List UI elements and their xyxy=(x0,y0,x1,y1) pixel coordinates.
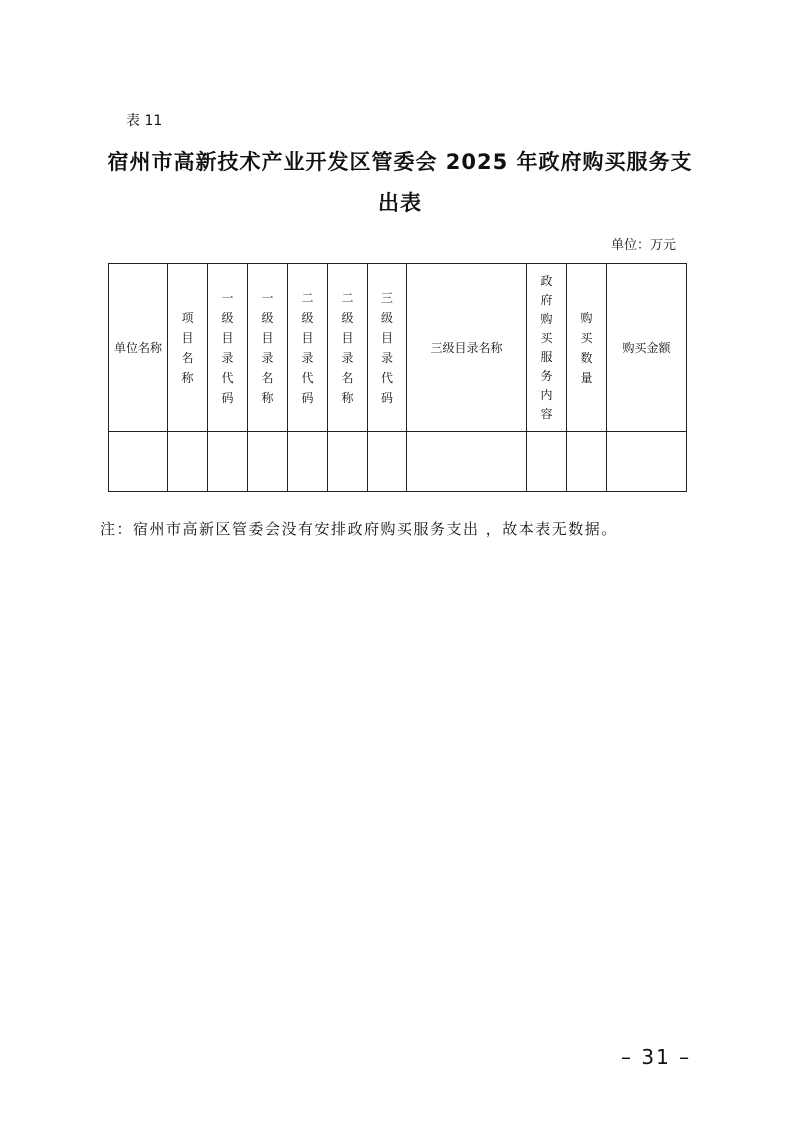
footnote: 注：宿州市高新区管委会没有安排政府购买服务支出 ，故本表无数据。 xyxy=(100,520,618,538)
table-cell xyxy=(109,432,168,492)
column-header-amount: 购买金额 xyxy=(607,264,687,432)
column-header-project-name: 项目名称 xyxy=(168,264,208,432)
page-title-line-2: 出表 xyxy=(378,191,422,215)
table-cell xyxy=(168,432,208,492)
column-header-level2-code: 二级目录代码 xyxy=(288,264,328,432)
table-cell xyxy=(407,432,527,492)
column-header-level2-name: 二级目录名称 xyxy=(328,264,368,432)
table-cell xyxy=(208,432,248,492)
column-header-level1-name: 一级目录名称 xyxy=(248,264,288,432)
column-header-level1-code: 一级目录代码 xyxy=(208,264,248,432)
table-cell xyxy=(248,432,288,492)
table-cell xyxy=(567,432,607,492)
unit-label: 单位：万元 xyxy=(610,238,676,253)
column-header-unit-name: 单位名称 xyxy=(109,264,168,432)
page-number: – 31 – xyxy=(621,1045,692,1069)
column-header-service-content: 政府购买服务内容 xyxy=(527,264,567,432)
column-header-quantity: 购买数量 xyxy=(567,264,607,432)
column-header-level3-code: 三级目录代码 xyxy=(368,264,407,432)
table-cell xyxy=(288,432,328,492)
table-header-row xyxy=(109,264,687,432)
column-header-level3-name: 三级目录名称 xyxy=(407,264,527,432)
expenditure-table xyxy=(108,263,687,492)
table-row xyxy=(109,432,687,492)
table-cell xyxy=(607,432,687,492)
table-cell xyxy=(527,432,567,492)
page-title-line-1: 宿州市高新技术产业开发区管委会 2025 年政府购买服务支 xyxy=(107,150,693,174)
table-cell xyxy=(328,432,368,492)
table-cell xyxy=(368,432,407,492)
table-number-label: 表 11 xyxy=(126,113,163,129)
